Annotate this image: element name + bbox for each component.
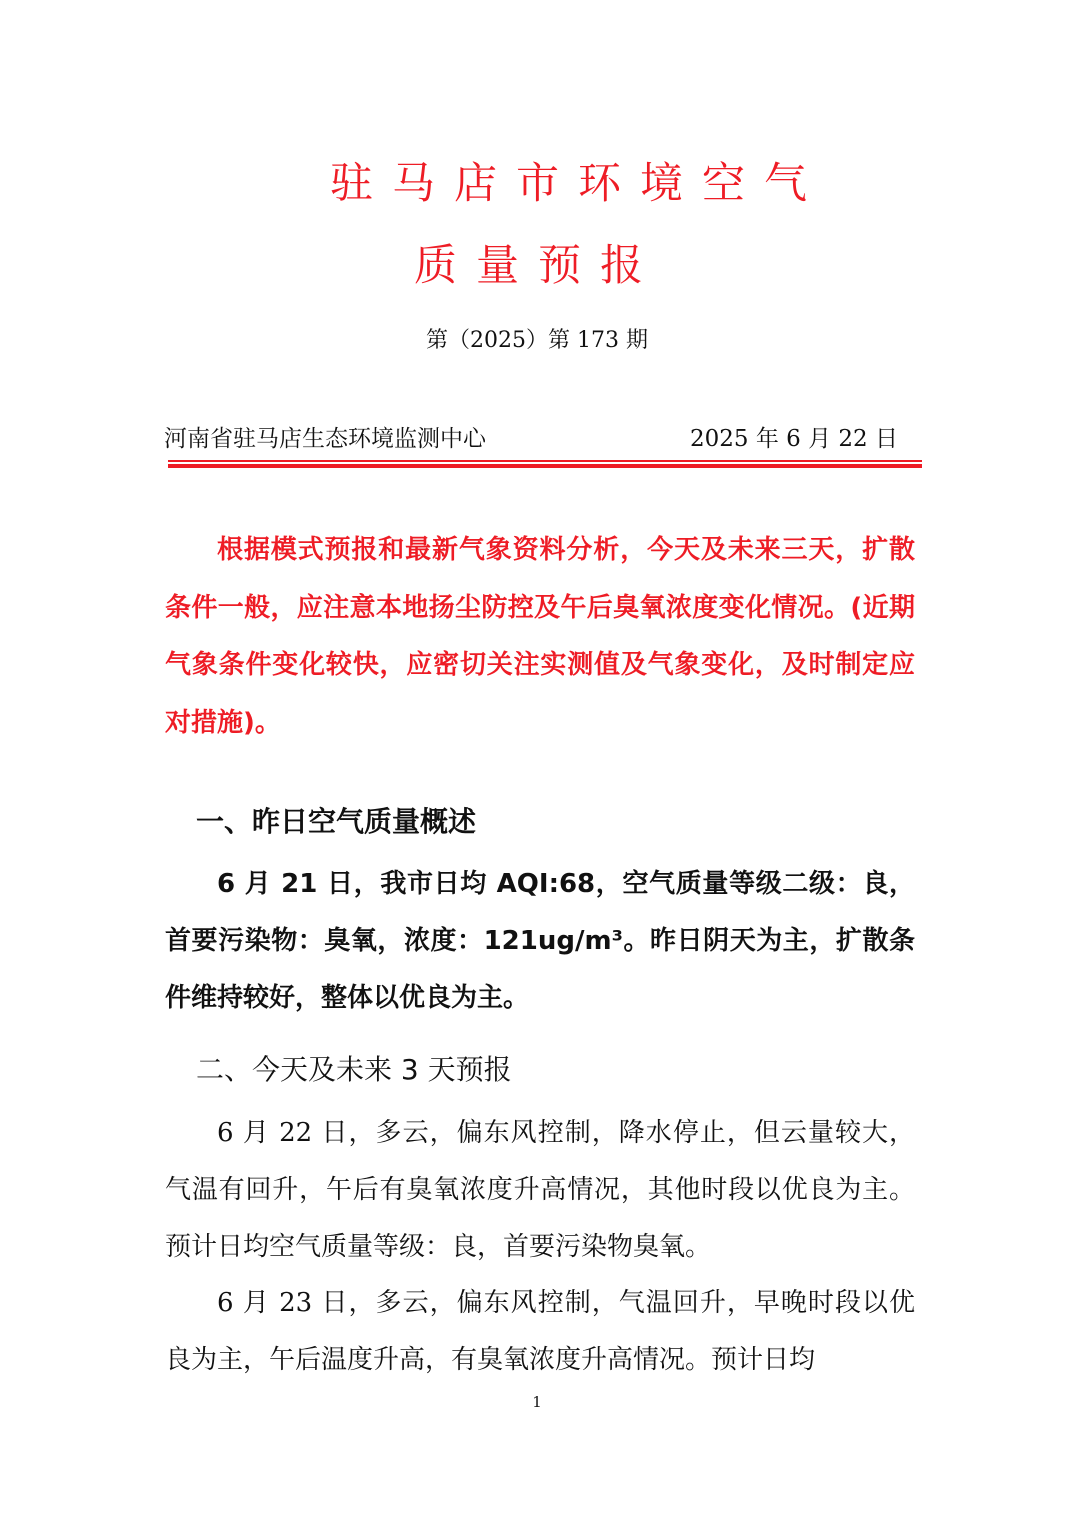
section-1-title: 一、昨日空气质量概述 — [196, 805, 477, 838]
report-title-line-1: 驻马店市环境空气 — [330, 159, 826, 209]
page-number: 1 — [532, 1393, 542, 1411]
header-divider-thin — [168, 460, 922, 462]
header-divider-thick — [168, 464, 922, 468]
section-2-paragraph: 6 月 23 日，多云，偏东风控制，气温回升，早晚时段以优良为主，午后温度升高，有臭氧浓度升高情况。预计日均 — [165, 1288, 915, 1375]
issue-date: 2025 年 6 月 22 日 — [690, 426, 898, 452]
report-title-line-2: 质量预报 — [414, 241, 662, 291]
section-2-paragraph: 6 月 22 日，多云，偏东风控制，降水停止，但云量较大，气温有回升，午后有臭氧浓度升高情况，其他时段以优良为主。预计日均空气质量等级：良，首要污染物臭氧。 — [165, 1118, 915, 1262]
issuing-organization: 河南省驻马店生态环境监测中心 — [164, 426, 486, 452]
section-1-body: 6 月 21 日，我市日均 AQI:68，空气质量等级二级：良，首要污染物：臭氧，浓度：121ug/m³。昨日阴天为主，扩散条件维持较好，整体以优良为主。 — [165, 869, 915, 1013]
issue-number: 第（2025）第 173 期 — [426, 328, 648, 353]
forecast-summary: 根据模式预报和最新气象资料分析，今天及未来三天，扩散条件一般，应注意本地扬尘防控及午后臭氧浓度变化情况。(近期气象条件变化较快，应密切关注实测值及气象变化，及时制定应对措施)。 — [165, 535, 915, 738]
section-2-title: 二、今天及未来 3 天预报 — [196, 1053, 512, 1086]
